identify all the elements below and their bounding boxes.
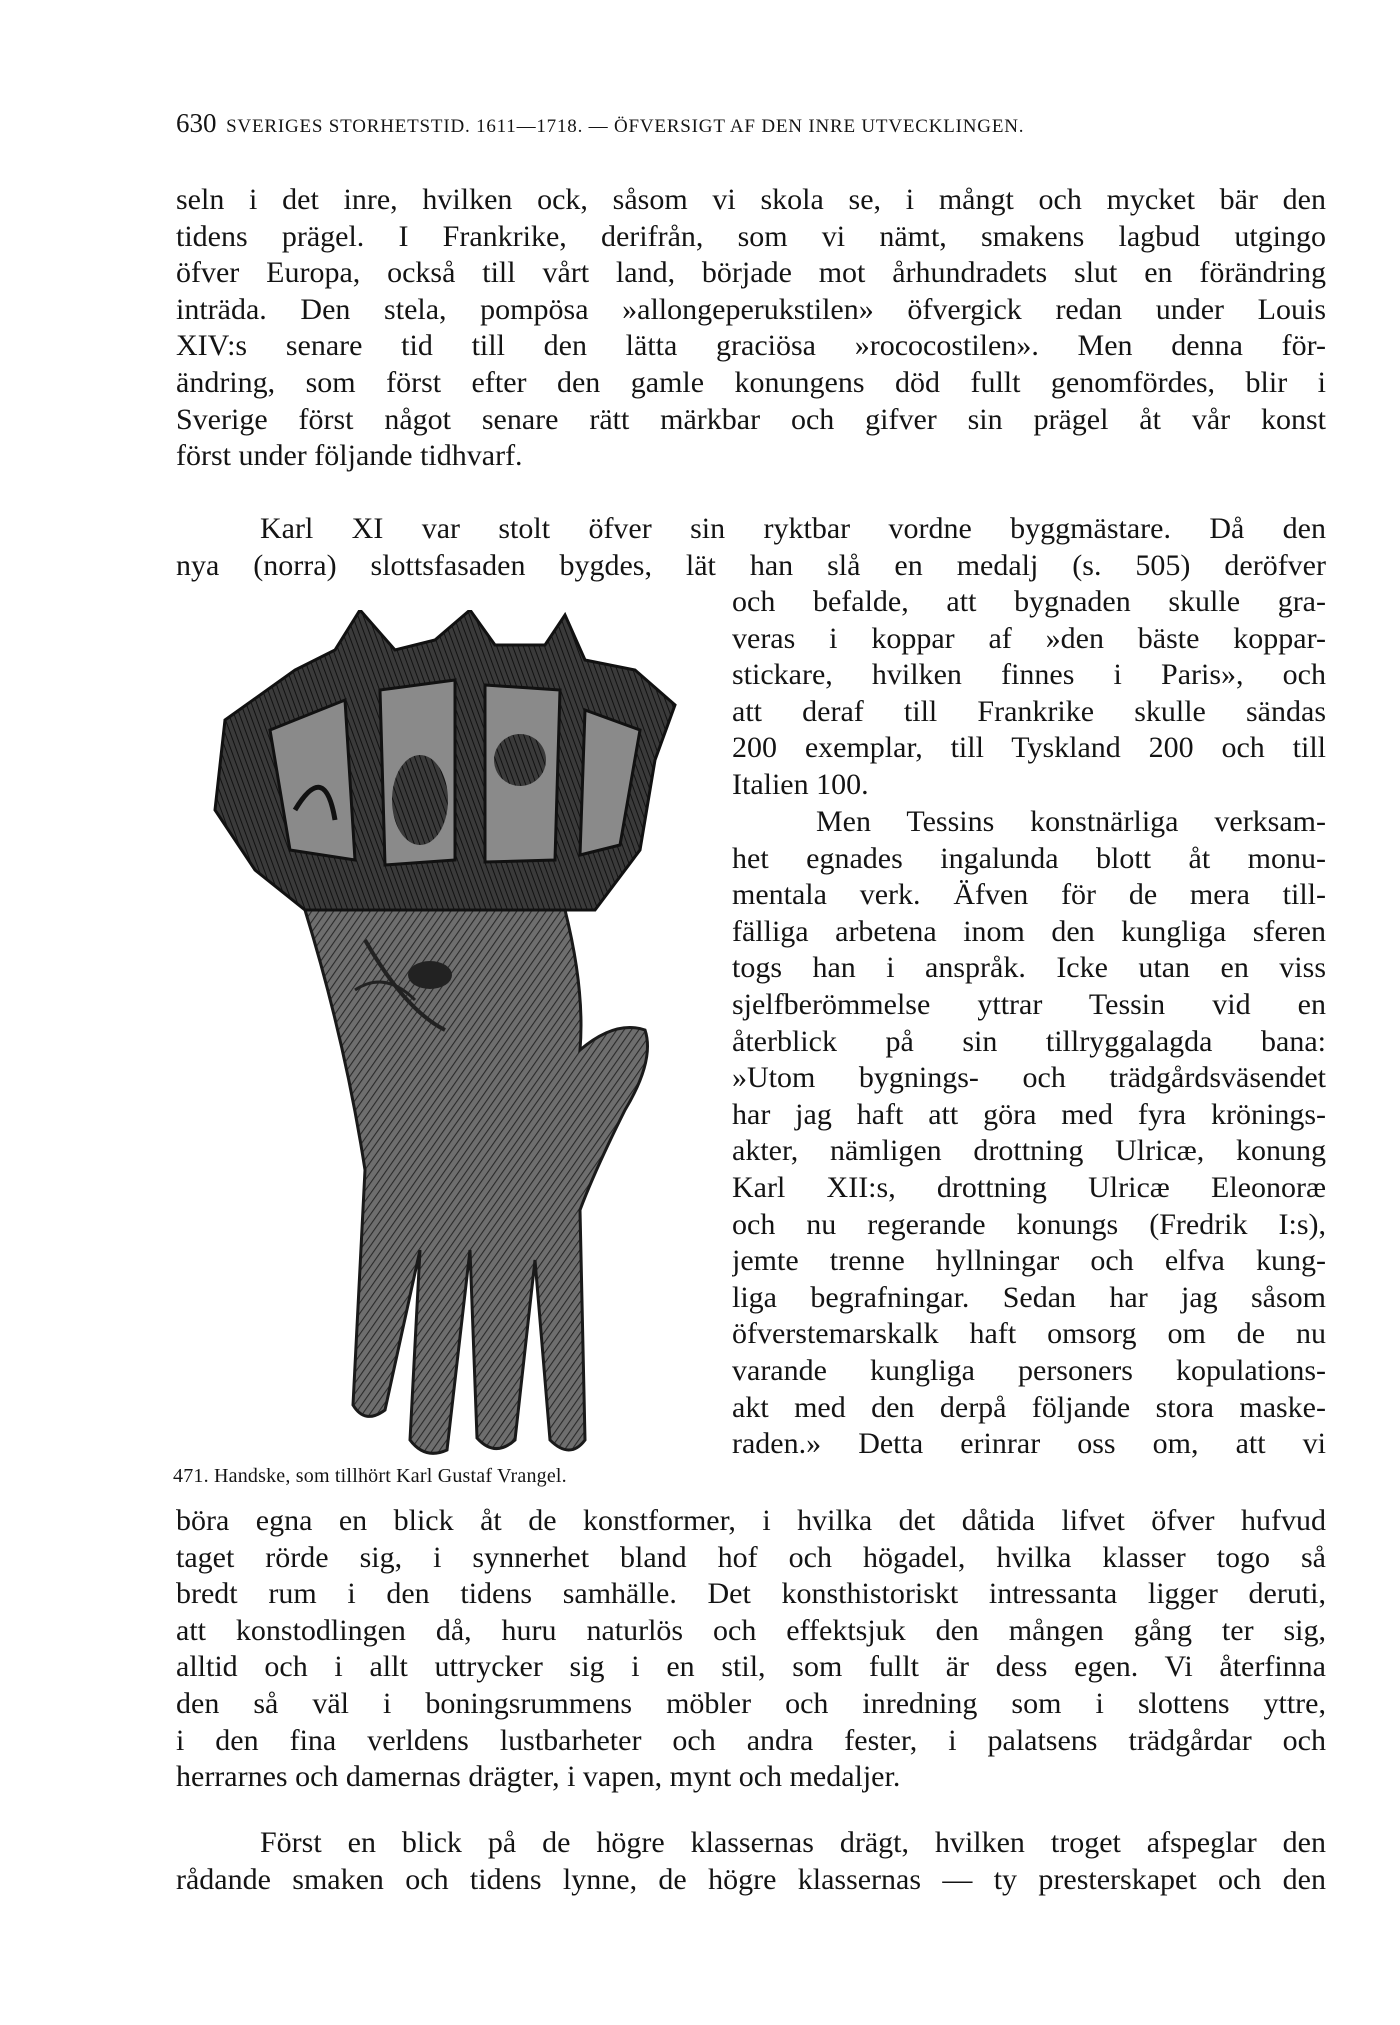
text-line: bredt rum i den tidens samhälle. Det konsthistoriskt intressanta ligger deruti, — [176, 1577, 1326, 1611]
text-line: Först en blick på de högre klassernas drägt, hvilken troget afspeglar den — [260, 1826, 1326, 1859]
text-line: inträda. Den stela, pompösa »allongeperukstilen» öfvergick redan under Louis — [176, 292, 1326, 326]
text-line: nya (norra) slottsfasaden bygdes, lät han slå en medalj (s. 505) deröfver — [176, 548, 1326, 582]
text-line: varande kungliga personers kopulations- — [732, 1354, 1326, 1387]
text-line: har jag haft att göra med fyra krönings- — [732, 1097, 1326, 1131]
text-line: liga begrafningar. Sedan har jag såsom — [732, 1280, 1326, 1314]
text-line: fälliga arbetena inom den kungliga sferen — [732, 914, 1326, 948]
text-line: seln i det inre, hvilken ock, såsom vi skola se, i mångt och mycket bär den — [176, 183, 1326, 216]
text-line: »Utom bygnings- och trädgårdsväsendet — [732, 1061, 1326, 1095]
text-line: och befalde, att bygnaden skulle gra- — [732, 585, 1326, 618]
text-line: återblick på sin tillryggalagda bana: — [732, 1024, 1326, 1058]
text-line: akter, nämligen drottning Ulricæ, konung — [732, 1134, 1326, 1168]
text-line: XIV:s senare tid till den lätta graciösa »rococostilen». Men denna för- — [176, 329, 1326, 363]
text-line: Italien 100. — [732, 768, 869, 801]
text-line: först under följande tidhvarf. — [176, 439, 523, 473]
text-line: den så väl i boningsrummens möbler och inredning som i slottens yttre, — [176, 1687, 1326, 1720]
text-line: raden.» Detta erinrar oss om, att vi — [732, 1427, 1326, 1461]
text-line: rådande smaken och tidens lynne, de högre klassernas — ty presterskapet och den — [176, 1862, 1326, 1896]
glove-illustration — [185, 610, 705, 1460]
text-line: veras i koppar af »den bäste koppar- — [732, 621, 1326, 655]
text-line: akt med den derpå följande stora maske- — [732, 1390, 1326, 1424]
text-line: öfverstemarskalk haft omsorg om de nu — [732, 1317, 1326, 1351]
text-line: het egnades ingalunda blott åt monu- — [732, 841, 1326, 875]
text-line: 200 exemplar, till Tyskland 200 och till — [732, 731, 1326, 765]
text-line: Karl XI var stolt öfver sin ryktbar vordne byggmästare. Då den — [260, 512, 1326, 545]
text-line: ändring, som först efter den gamle konungens död fullt genomfördes, blir i — [176, 366, 1326, 399]
text-line: jemte trenne hyllningar och elfva kung- — [732, 1244, 1326, 1278]
text-line: herrarnes och damernas drägter, i vapen, mynt och medaljer. — [176, 1760, 901, 1794]
glove-palm — [305, 910, 648, 1453]
running-header — [176, 108, 1326, 139]
text-line: Karl XII:s, drottning Ulricæ Eleonoræ — [732, 1171, 1326, 1204]
text-line: i den fina verldens lustbarheter och andra fester, i palatsens trädgårdar och — [176, 1723, 1326, 1757]
text-line: togs han i anspråk. Icke utan en viss — [732, 951, 1326, 985]
figure-caption: 471. Handske, som tillhört Karl Gustaf Vrangel. — [173, 1465, 567, 1487]
text-line: Men Tessins konstnärliga verksam- — [816, 805, 1326, 838]
text-line: att konstodlingen då, huru naturlös och effektsjuk den mången gång ter sig, — [176, 1613, 1326, 1647]
text-line: tidens prägel. I Frankrike, derifrån, som vi nämt, smakens lagbud utgingo — [176, 219, 1326, 253]
text-line: alltid och i allt uttrycker sig i en stil, som fullt är dess egen. Vi återfinna — [176, 1650, 1326, 1684]
text-line: att deraf till Frankrike skulle sändas — [732, 694, 1326, 728]
page-number: 630 — [176, 108, 217, 138]
text-line: böra egna en blick åt de konstformer, i hvilka det dåtida lifvet öfver hufvud — [176, 1504, 1326, 1537]
text-line: Sverige först något senare rätt märkbar och gifver sin prägel åt vår konst — [176, 402, 1326, 436]
text-line: stickare, hvilken finnes i Paris», och — [732, 658, 1326, 692]
running-title: SVERIGES STORHETSTID. 1611—1718. — ÖFVERSIGT AF DEN INRE UTVECKLINGEN. — [226, 116, 1025, 137]
text-line: taget rörde sig, i synnerhet bland hof och högadel, hvilka klasser togo så — [176, 1540, 1326, 1574]
text-line: sjelfberömmelse yttrar Tessin vid en — [732, 988, 1326, 1021]
text-line: och nu regerande konungs (Fredrik I:s), — [732, 1207, 1326, 1241]
text-line: mentala verk. Äfven för de mera till- — [732, 878, 1326, 912]
text-line: öfver Europa, också till vårt land, började mot århundradets slut en förändring — [176, 256, 1326, 290]
